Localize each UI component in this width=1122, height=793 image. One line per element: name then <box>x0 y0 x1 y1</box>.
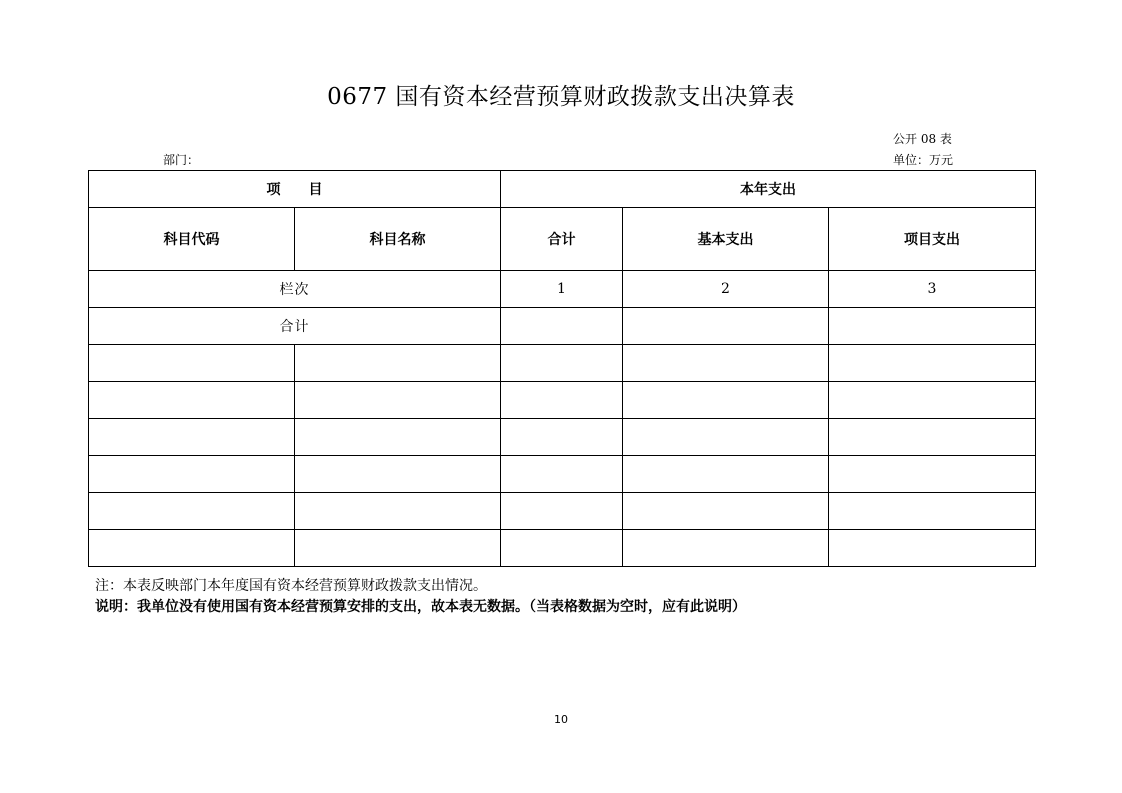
table-row <box>89 493 1036 530</box>
cell-code <box>89 530 295 567</box>
cell-name <box>295 530 501 567</box>
column-number-3: 3 <box>829 271 1036 308</box>
table-row <box>89 419 1036 456</box>
total-project-cell <box>829 308 1036 345</box>
explanation-text: 说明：我单位没有使用国有资本经营预算安排的支出，故本表无数据。（当表格数据为空时，应有此说明） <box>95 599 746 615</box>
cell-project <box>829 456 1036 493</box>
cell-basic <box>623 493 829 530</box>
column-number-row <box>89 271 1036 308</box>
total-row-label: 合计 <box>89 308 501 345</box>
table-note: 注：本表反映部门本年度国有资本经营预算财政拨款支出情况。 <box>95 578 487 594</box>
cell-basic <box>623 345 829 382</box>
cell-code <box>89 419 295 456</box>
cell-code <box>89 382 295 419</box>
page-number: 10 <box>554 713 568 726</box>
cell-name <box>295 493 501 530</box>
cell-basic <box>623 419 829 456</box>
cell-total <box>501 419 623 456</box>
cell-total <box>501 345 623 382</box>
form-number: 公开 08 表 <box>893 132 952 146</box>
column-number-2: 2 <box>623 271 829 308</box>
page-title: 0677 国有资本经营预算财政拨款支出决算表 <box>327 84 795 110</box>
cell-code <box>89 456 295 493</box>
department-label: 部门： <box>163 153 200 167</box>
cell-project <box>829 419 1036 456</box>
cell-total <box>501 456 623 493</box>
column-number-1: 1 <box>501 271 623 308</box>
col-project-header: 项目支出 <box>829 208 1036 271</box>
cell-basic <box>623 530 829 567</box>
header-row-2 <box>89 208 1036 271</box>
unit-label: 单位：万元 <box>893 153 954 167</box>
cell-project <box>829 382 1036 419</box>
cell-project <box>829 493 1036 530</box>
total-basic-cell <box>623 308 829 345</box>
header-item: 项 目 <box>89 171 501 208</box>
cell-basic <box>623 382 829 419</box>
header-current-year: 本年支出 <box>501 171 1036 208</box>
col-name-header: 科目名称 <box>295 208 501 271</box>
col-code-header: 科目代码 <box>89 208 295 271</box>
cell-basic <box>623 456 829 493</box>
cell-code <box>89 493 295 530</box>
table-row <box>89 456 1036 493</box>
total-value-cell <box>501 308 623 345</box>
col-total-header: 合计 <box>501 208 623 271</box>
cell-name <box>295 456 501 493</box>
table-row <box>89 530 1036 567</box>
cell-name <box>295 382 501 419</box>
cell-name <box>295 345 501 382</box>
cell-name <box>295 419 501 456</box>
table-row <box>89 345 1036 382</box>
cell-project <box>829 530 1036 567</box>
total-row <box>89 308 1036 345</box>
expenditure-table <box>88 170 1036 567</box>
table-row <box>89 382 1036 419</box>
cell-project <box>829 345 1036 382</box>
cell-total <box>501 530 623 567</box>
column-number-label: 栏次 <box>89 271 501 308</box>
cell-total <box>501 382 623 419</box>
cell-code <box>89 345 295 382</box>
cell-total <box>501 493 623 530</box>
col-basic-header: 基本支出 <box>623 208 829 271</box>
header-row-1 <box>89 171 1036 208</box>
